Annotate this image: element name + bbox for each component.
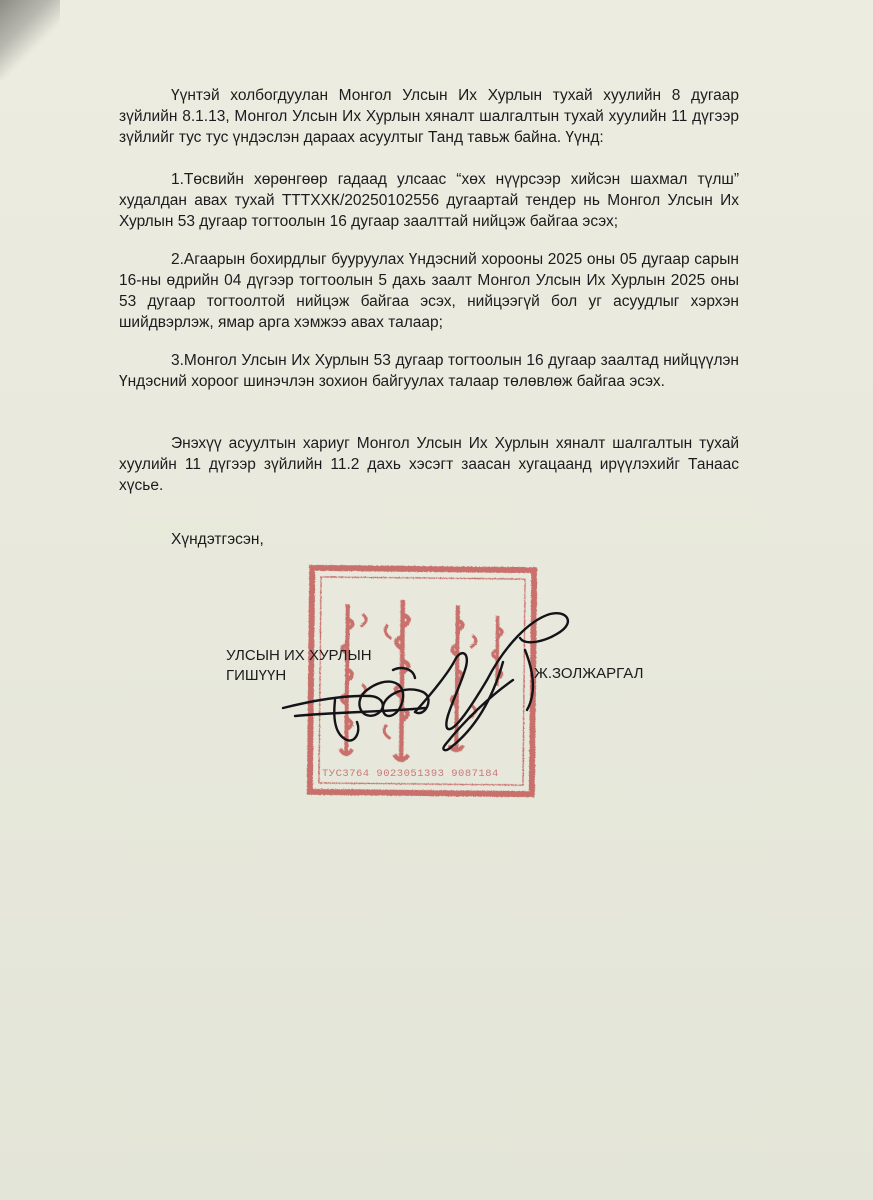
handwritten-signature [275,600,605,770]
paragraph-question-2: 2.Агаарын бохирдлыг бууруулах Үндэсний хорооны 2025 оны 05 дугаар сарын 16-ны өдрийн 04 дүгээр тогтоолын 5 дахь заалт Монгол Улсын Их Хурлын 2025 оны 53 дугаар тогтоолтой нийцэж байгаа эсэх, нийцээгүй бол уг асуудлыг хэрхэн шийдвэрлэж, ямар арга хэмжээ авах талаар; [119,251,739,331]
paragraph-question-3: 3.Монгол Улсын Их Хурлын 53 дугаар тогтоолын 16 дугаар заалтад нийцүүлэн Үндэсний хороог шинэчлэн зохион байгуулах талаар төлөвлөж байгаа эсэх. [119,352,739,390]
paragraph-intro: Үүнтэй холбогдуулан Монгол Улсын Их Хурлын тухай хуулийн 8 дугаар зүйлийн 8.1.13, Монгол Улсын Их Хурлын хяналт шалгалтын тухай хуулийн 11 дүгээр зүйлийг тус тус үндэслэн дараах асуултыг Танд тавьж байна. Үүнд: [119,87,739,146]
closing-salutation: Хүндэтгэсэн, [171,531,264,548]
signatory-name: Ж.ЗОЛЖАРГАЛ [534,665,644,682]
paragraph-question-1: 1.Төсвийн хөрөнгөөр гадаад улсаас “хөх нүүрсээр хийсэн шахмал түлш” худалдан авах тухай ТТТХХК/20250102556 дугаартай тендер нь Монгол Улсын Их Хурлын 53 дугаар тогтоолын 16 дугаар заалттай нийцэж байгаа эсэх; [119,171,739,230]
paragraph-request: Энэхүү асуултын хариуг Монгол Улсын Их Хурлын хяналт шалгалтын тухай хуулийн 11 дүгээр зүйлийн 11.2 дахь хэсэгт заасан хугацаанд ирүүлэхийг Танаас хүсье. [119,435,739,494]
stamp-number: ТУС3764 9023051393 9087184 [322,768,499,780]
page-corner-shadow [0,0,60,80]
signatory-title-line-2: ГИШҮҮН [226,667,287,684]
signatory-title-line-1: УЛСЫН ИХ ХУРЛЫН [226,647,372,664]
